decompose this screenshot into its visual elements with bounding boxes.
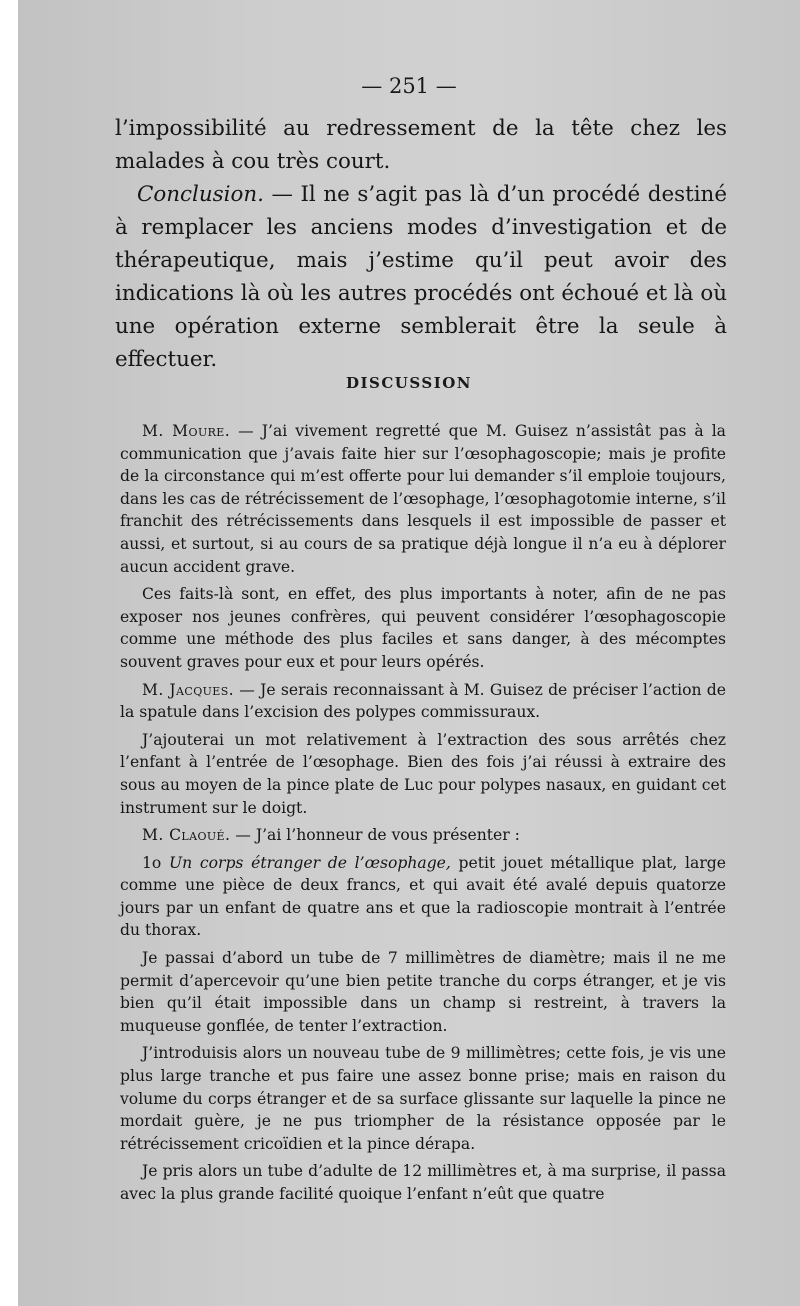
- claoue-paragraph: [120, 824, 726, 847]
- claoue-paragraph-5: [120, 1160, 726, 1205]
- discussion-block: [120, 420, 726, 1211]
- conclusion-text: — Il ne s’agit pas là d’un procédé destiné à remplacer les anciens modes d’investigation et de thérapeutique, mais j’estime qu’il peut avoir des indications là où les autres procédés ont échoué et là où une opération externe semblerait être la seule à effectuer.: [115, 182, 727, 372]
- intro-block: [115, 112, 727, 376]
- item-number: 1o: [142, 853, 169, 872]
- jacques-paragraph-2: [120, 729, 726, 819]
- item-text: petit jouet métallique plat, large comme une pièce de deux francs, et qui avait été avalé depuis quatorze jours par un enfant de quatre ans et que la radioscopie montrait à l’entrée du thorax.: [120, 853, 726, 940]
- moure-paragraph-2: [120, 583, 726, 673]
- jacques-text-2: J’ajouterai un mot relativement à l’extraction des sous arrêtés chez l’enfant à l’entrée de l’œsophage. Bien des fois j’ai réussi à extraire des sous au moyen de la pince plate de Luc pour polypes nasaux, en guidant cet instrument sur le doigt.: [120, 730, 726, 817]
- conclusion-paragraph: [115, 178, 727, 376]
- claoue-text-4: J’introduisis alors un nouveau tube de 9 millimètres; cette fois, je vis une plus large tranche et pus faire une assez bonne prise; mais en raison du volume du corps étranger et de sa surface glissante sur laquelle la pince ne mordait guère, je ne pus triompher de la résistance opposée par le rétrécissement cricoïdien et la pince dérapa.: [120, 1044, 726, 1153]
- scanned-page: [18, 0, 800, 1306]
- claoue-item-1: [120, 852, 726, 942]
- moure-text-2: Ces faits-là sont, en effet, des plus importants à noter, afin de ne pas exposer nos jeunes confrères, qui peuvent considérer l’œsophagoscopie comme une méthode des plus faciles et sans danger, à des mécomptes souvent graves pour eux et pour leurs opérés.: [120, 585, 726, 671]
- claoue-paragraph-3: [120, 947, 726, 1037]
- speaker-moure: M. Moure.: [142, 422, 231, 440]
- jacques-paragraph: [120, 679, 726, 724]
- discussion-heading: DISCUSSION: [345, 374, 472, 392]
- claoue-text: — J’ai l’honneur de vous présenter :: [230, 826, 520, 845]
- speaker-jacques: M. Jacques.: [142, 680, 235, 699]
- intro-line: l’impossibilité au redressement de la tête chez les malades à cou très court.: [115, 116, 727, 174]
- item-title: Un corps étranger de l’œsophage,: [169, 853, 451, 872]
- speaker-claoue: M. Claoué.: [142, 826, 231, 845]
- claoue-text-5: Je pris alors un tube d’adulte de 12 millimètres et, à ma surprise, il passa avec la plus grande facilité quoique l’enfant n’eût que quatre: [120, 1162, 726, 1203]
- page-number: — 251 —: [361, 74, 457, 98]
- claoue-paragraph-4: [120, 1042, 726, 1155]
- moure-text: — J’ai vivement regretté que M. Guisez n’assistât pas à la communication que j’avais faite hier sur l’œsophagoscopie; mais je profite de la circonstance qui m’est offerte pour lui demander s’il emploie toujours, dans les cas de rétrécissement de l’œsophage, l’œsophagotomie interne, s’il franchit des rétrécissements dans lesquels il est impossible de passer et aussi, et surtout, si au cours de sa pratique déjà longue il n’a eu à déplorer aucun accident grave.: [120, 422, 726, 576]
- jacques-text: — Je serais reconnaissant à M. Guisez de préciser l’action de la spatule dans l’excision des polypes commissuraux.: [120, 680, 726, 722]
- moure-paragraph: [120, 420, 726, 578]
- conclusion-label: Conclusion.: [137, 182, 264, 207]
- intro-paragraph: [115, 112, 727, 178]
- claoue-text-3: Je passai d’abord un tube de 7 millimètres de diamètre; mais il ne me permit d’apercevoir qu’une bien petite tranche du corps étranger, et je vis bien qu’il était impossible dans un champ si restreint, à travers la muqueuse gonflée, de tenter l’extraction.: [120, 949, 726, 1035]
